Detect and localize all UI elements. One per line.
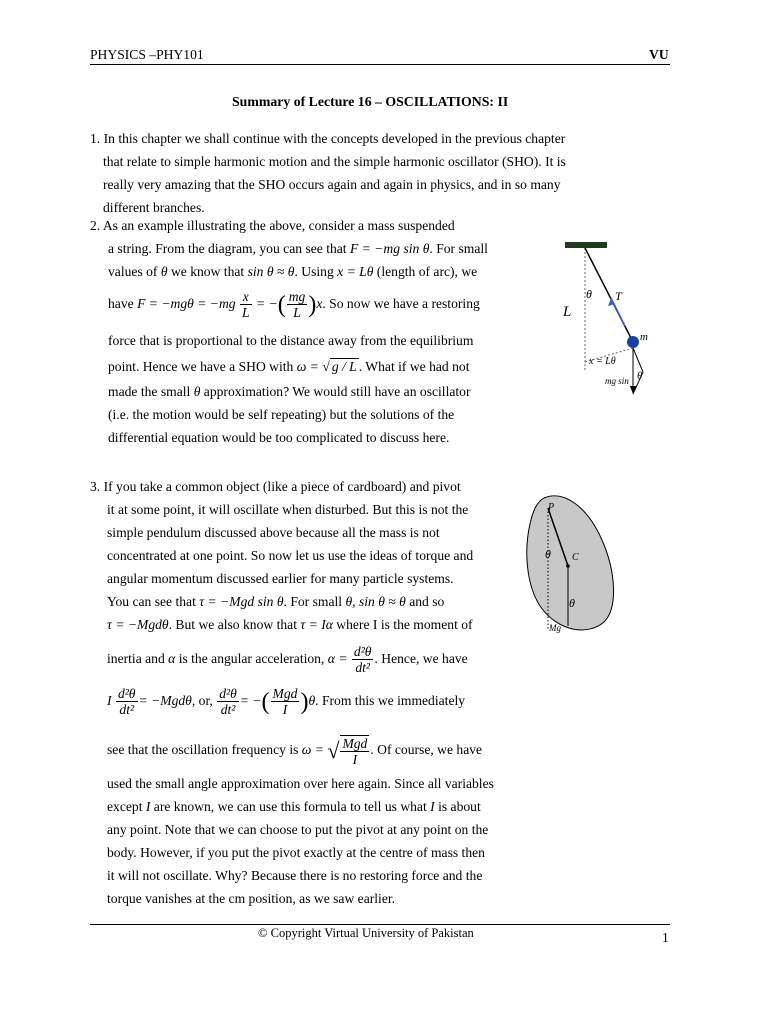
pendulum-bob bbox=[627, 336, 639, 348]
p3-omega: ω = bbox=[301, 742, 324, 758]
p3-theta: θ, bbox=[345, 594, 356, 609]
p3-text: is the angular acceleration, bbox=[175, 651, 328, 666]
p3-text: or, bbox=[195, 693, 217, 708]
p2-theta: θ bbox=[193, 384, 201, 399]
fraction-Mgd-over-I bbox=[271, 686, 300, 717]
p2-line-3 bbox=[108, 263, 477, 281]
footer-rule bbox=[90, 924, 670, 925]
p2-text: approximation? We would still have an oscillator bbox=[200, 384, 471, 399]
p2-text: . So now we have a restoring bbox=[322, 296, 480, 311]
p3-line-7 bbox=[107, 616, 473, 634]
equals-minus: = − bbox=[255, 296, 278, 311]
p3-line-16: torque vanishes at the cm position, as we saw earlier. bbox=[107, 891, 396, 906]
p2-line-2 bbox=[108, 240, 488, 258]
numerator: Mgd bbox=[272, 686, 298, 702]
label-T: T bbox=[615, 289, 622, 303]
p3-text: see that the oscillation frequency is bbox=[107, 742, 302, 758]
label-theta-2: θ bbox=[637, 370, 643, 382]
paren: ( bbox=[277, 291, 286, 318]
p2-text: (length of arc), we bbox=[373, 264, 478, 279]
p1-line-2: that relate to simple harmonic motion and the simple harmonic oscillator (SHO). It is bbox=[103, 154, 566, 169]
ceiling-bar bbox=[565, 242, 607, 248]
p2-text: a string. From the diagram, you can see that bbox=[108, 241, 350, 256]
label-theta-1: θ bbox=[545, 547, 551, 561]
numerator: d²θ bbox=[353, 644, 372, 660]
p3-I: I bbox=[430, 799, 435, 814]
p2-text: have bbox=[108, 296, 138, 311]
p2-text: . For small bbox=[429, 241, 488, 256]
p2-line-8: (i.e. the motion would be self repeating) but the solutions of the bbox=[108, 407, 455, 422]
label-m: m bbox=[640, 331, 648, 343]
paragraph-3 bbox=[90, 478, 550, 908]
p3-text: . From this we immediately bbox=[315, 693, 466, 708]
p2-formula-small-angle: sin θ ≈ θ bbox=[247, 264, 295, 279]
denominator: L bbox=[293, 305, 301, 321]
label-L: L bbox=[563, 304, 572, 320]
p2-text: made the small bbox=[108, 384, 194, 399]
component-arrow-2 bbox=[633, 348, 643, 372]
sqrt-content: g / L bbox=[331, 359, 357, 374]
header-rule bbox=[90, 64, 670, 65]
p3-line-11: used the small angle approximation over here again. Since all variables bbox=[107, 776, 494, 791]
denominator: dt² bbox=[355, 660, 371, 676]
p3-text: except bbox=[107, 799, 146, 814]
header-right: VU bbox=[649, 47, 669, 62]
numerator: Mgd bbox=[342, 736, 368, 751]
p3-text: You can see that bbox=[107, 594, 200, 609]
p3-text: . Of course, we have bbox=[370, 742, 483, 758]
p3-line-3: simple pendulum discussed above because all the mass is not bbox=[107, 525, 440, 540]
p3-formula-torque-small: τ = −Mgdθ bbox=[107, 617, 169, 632]
p3-text: are known, we can use this formula to tell us what bbox=[150, 799, 431, 814]
p3-theta: θ bbox=[308, 693, 316, 708]
p3-line-2: it at some point, it will oscillate when disturbed. But this is not the bbox=[107, 502, 469, 517]
p2-text: . Using bbox=[294, 264, 338, 279]
p2-theta: θ bbox=[160, 264, 168, 279]
p3-I: I bbox=[145, 799, 151, 814]
fraction-Mgd-over-I bbox=[340, 735, 369, 767]
numerator: d²θ bbox=[219, 686, 237, 702]
label-x-arc: x = Lθ bbox=[589, 356, 616, 367]
p3-formula-small-angle: sin θ ≈ θ bbox=[358, 594, 406, 609]
p3-alpha-eq: α = bbox=[327, 651, 348, 666]
fraction-x-over-L bbox=[240, 289, 252, 320]
denominator: I bbox=[352, 752, 358, 767]
p1-line-1: 1. In this chapter we shall continue with the concepts developed in the previous chapter bbox=[90, 131, 566, 146]
p3-line-9 bbox=[107, 686, 465, 717]
numerator: x bbox=[240, 289, 252, 305]
paren: ) bbox=[300, 688, 309, 715]
p2-line-6 bbox=[108, 358, 470, 376]
p2-line-5: force that is proportional to the distance away from the equilibrium bbox=[108, 333, 474, 348]
p3-line-5: angular momentum discussed earlier for many particle systems. bbox=[107, 571, 454, 586]
sqrt-sign: √ bbox=[322, 359, 330, 374]
paren: ( bbox=[261, 688, 270, 715]
page-title: Summary of Lecture 16 – OSCILLATIONS: II bbox=[232, 94, 509, 109]
p3-line-15: it will not oscillate. Why? Because there is no restoring force and the bbox=[107, 868, 483, 883]
p2-x: x bbox=[316, 296, 323, 311]
p3-line-10 bbox=[107, 735, 482, 767]
p3-text: and so bbox=[405, 594, 445, 609]
paren: ) bbox=[308, 291, 317, 318]
p2-formula-restoring: F = −mgθ = −mg bbox=[137, 296, 236, 311]
fraction-d2theta-dt2 bbox=[352, 644, 374, 675]
p3-formula-torque-inertia: τ = Iα bbox=[300, 617, 333, 632]
p3-line-13: any point. Note that we can choose to put the pivot at any point on the bbox=[107, 822, 489, 837]
p3-line-8 bbox=[107, 644, 468, 675]
p3-text: is about bbox=[434, 799, 481, 814]
denominator: L bbox=[241, 305, 250, 321]
fraction-d2theta-dt2 bbox=[217, 686, 239, 717]
label-theta: θ bbox=[586, 287, 592, 301]
p2-formula-arc: x = Lθ bbox=[337, 264, 374, 279]
sqrt-sign: √ bbox=[327, 738, 340, 763]
page-number: 1 bbox=[662, 930, 669, 945]
p2-text: we know that bbox=[167, 264, 248, 279]
footer-copyright: © Copyright Virtual University of Pakistan bbox=[258, 926, 474, 940]
p1-line-3: really very amazing that the SHO occurs again and again in physics, and in so many bbox=[103, 177, 561, 192]
p2-text: point. Hence we have a SHO with bbox=[108, 359, 297, 374]
label-Mg: Mg bbox=[549, 623, 561, 633]
numerator: mg bbox=[288, 289, 306, 305]
p3-text: inertia and bbox=[107, 651, 169, 666]
denominator: dt² bbox=[220, 702, 236, 718]
paragraph-1 bbox=[90, 130, 650, 215]
equals-minus: = − bbox=[239, 693, 262, 708]
physical-pendulum-diagram bbox=[522, 490, 622, 638]
fraction-d2theta-dt2 bbox=[116, 686, 138, 717]
denominator: dt² bbox=[119, 702, 135, 718]
p3-line-1: 3. If you take a common object (like a piece of cardboard) and pivot bbox=[90, 479, 461, 494]
p2-formula-force: F = −mg sin θ bbox=[349, 241, 430, 256]
p3-line-12 bbox=[107, 798, 481, 816]
p3-line-4: concentrated at one point. So now let us use the ideas of torque and bbox=[107, 548, 474, 563]
p2-text: values of bbox=[108, 264, 161, 279]
p3-formula-eq: = −Mgdθ, bbox=[138, 693, 196, 708]
denominator: I bbox=[282, 702, 288, 718]
p1-line-4: different branches. bbox=[103, 200, 205, 215]
paragraph-2 bbox=[90, 217, 540, 452]
pendulum-string bbox=[585, 248, 633, 342]
p3-I: I bbox=[107, 693, 112, 708]
p2-omega: ω = bbox=[296, 359, 319, 374]
p2-text: . What if we had not bbox=[358, 359, 470, 374]
p2-line-4 bbox=[108, 289, 480, 320]
p2-line-9: differential equation would be too complicated to discuss here. bbox=[108, 430, 450, 445]
p3-alpha: α bbox=[168, 651, 176, 666]
p3-text: . Hence, we have bbox=[374, 651, 468, 666]
p2-line-1: 2. As an example illustrating the above, consider a mass suspended bbox=[90, 218, 455, 233]
numerator: d²θ bbox=[117, 686, 136, 702]
p3-text: . For small bbox=[283, 594, 346, 609]
label-P: P bbox=[548, 502, 555, 513]
p3-formula-torque: τ = −Mgd sin θ bbox=[199, 594, 284, 609]
pendulum-diagram bbox=[555, 238, 670, 403]
p3-text: where I is the moment of bbox=[332, 617, 473, 632]
label-mg-sin: mg sin bbox=[605, 376, 629, 386]
p3-line-6 bbox=[107, 593, 444, 611]
header-left: PHYSICS –PHY101 bbox=[90, 47, 204, 62]
label-theta-2: θ bbox=[569, 596, 575, 610]
p3-text: . But we also know that bbox=[168, 617, 301, 632]
p2-line-7 bbox=[108, 383, 470, 401]
label-C: C bbox=[572, 552, 579, 563]
fraction-mg-over-L bbox=[287, 289, 308, 320]
p3-line-14: body. However, if you put the pivot exactly at the centre of mass then bbox=[107, 845, 485, 860]
cm-dot bbox=[566, 564, 570, 568]
